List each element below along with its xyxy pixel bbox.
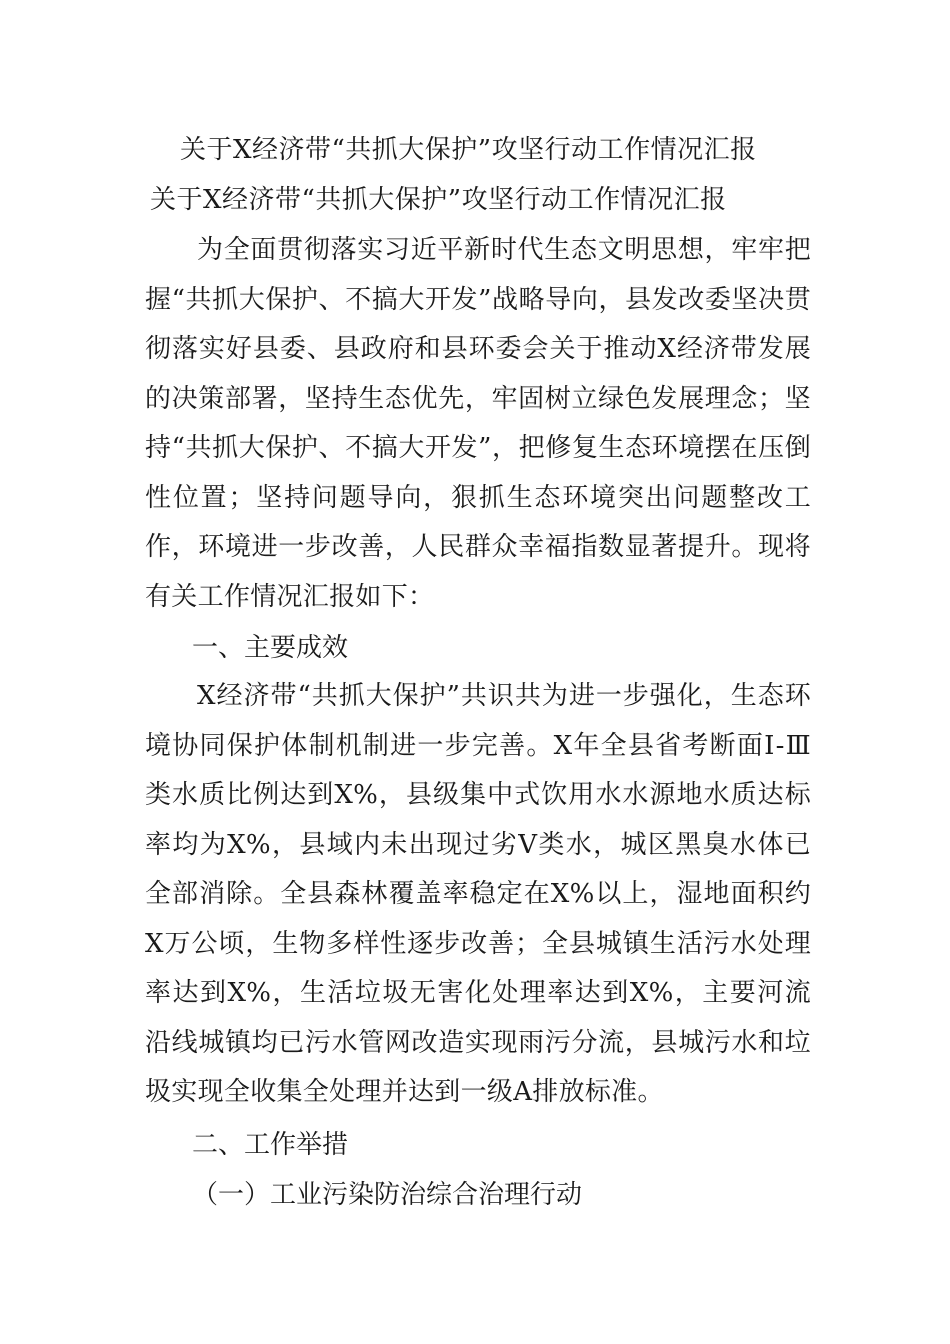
intro-paragraph: 为全面贯彻落实习近平新时代生态文明思想，牢牢把握“共抓大保护、不搞大开发”战略导向，县发改委坚决贯彻落实好县委、县政府和县环委会关于推动X经济带发展的决策部署，坚持生态优先，牢固树立绿色发展理念；坚持“共抓大保护、不搞大开发”，把修复生态环境摆在压倒性位置；坚持问题导向，狠抓生态环境突出问题整改工作，环境进一步改善，人民群众幸福指数显著提升。现将有关工作情况汇报如下： bbox=[145, 235, 811, 612]
subsection-heading-industrial-pollution: （一）工业污染防治综合治理行动 bbox=[192, 1180, 583, 1210]
section-heading-work-measures: 二、工作举措 bbox=[192, 1130, 349, 1160]
document-title: 关于X经济带“共抓大保护”攻坚行动工作情况汇报 bbox=[180, 135, 757, 165]
document-title-repeat: 关于X经济带“共抓大保护”攻坚行动工作情况汇报 bbox=[150, 185, 727, 215]
section-heading-main-results: 一、主要成效 bbox=[192, 633, 349, 663]
main-results-paragraph: X经济带“共抓大保护”共识共为进一步强化，生态环境协同保护体制机制进一步完善。X年全县省考断面Ⅰ-Ⅲ类水质比例达到X%，县级集中式饮用水水源地水质达标率均为X%，县域内未出现过劣Ⅴ类水，城区黑臭水体已全部消除。全县森林覆盖率稳定在X%以上，湿地面积约X万公顷，生物多样性逐步改善；全县城镇生活污水处理率达到X%，生活垃圾无害化处理率达到X%，主要河流沿线城镇均已污水管网改造实现雨污分流，县城污水和垃圾实现全收集全处理并达到一级A排放标准。 bbox=[145, 681, 811, 1107]
